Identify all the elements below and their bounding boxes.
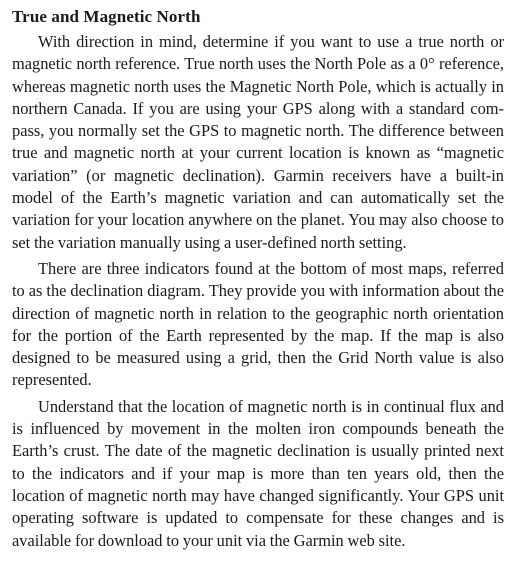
section-heading: True and Magnetic North	[12, 7, 201, 26]
document-page	[12, 6, 504, 552]
paragraph-declination-diagram: There are three indicators found at the bottom of most maps, referred to as the declination diagram. They provide you with information about the direction of magnetic north in relation to the geographic north orientation for the portion of the Earth represented by the map. If the map is also designed to be measured using a grid, then the Grid North value is also represented.	[12, 258, 504, 390]
paragraph-magnetic-flux: Understand that the location of magnetic north is in continual flux and is influenced by movement in the molten iron compounds beneath the Earth’s crust. The date of the magnetic declination is usually printed next to the indicators and if your map is more than ten years old, then the location of magnetic north may have changed significantly. Your GPS unit operating software is updated to compensate for these changes and is available for download to your unit via the Garmin web site.	[12, 396, 504, 550]
paragraph-true-vs-magnetic: With direction in mind, determine if you want to use a true north or magnetic north reference. True north uses the North Pole as a 0° reference, whereas magnetic north uses the Magnetic North Pole, which is actually in northern Canada. If you are using your GPS along with a standard compass, you normally set the GPS to magnetic north. The difference between true and magnetic north at your current location is known as “magnetic variation” (or magnetic declination). Garmin receivers have a built-in model of the Earth’s magnetic variation and can automatically set the variation for your location anywhere on the planet. You may also choose to set the variation manually using a user-defined north setting.	[12, 32, 504, 252]
